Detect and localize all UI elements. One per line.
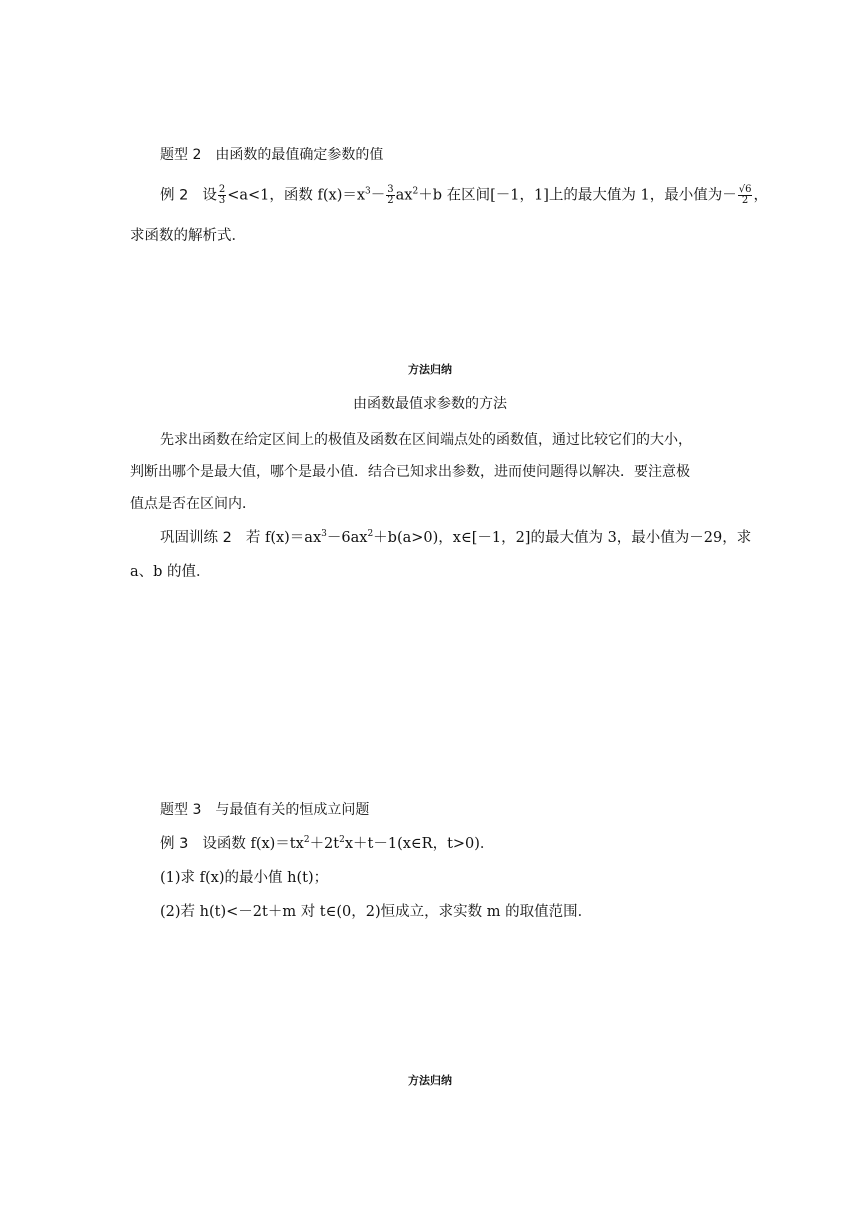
exponent: 2	[303, 835, 310, 845]
example2-text: ax	[395, 187, 413, 204]
exponent: 2	[339, 835, 345, 845]
method-summary-title-2: 方法归纳	[408, 1074, 452, 1087]
fraction: $\frac{3}{2}$	[387, 184, 394, 206]
example3-text: ＋2t	[309, 836, 340, 852]
practice2-text: ＋b(a>0)，x∈[－1，2]的最大值为 3，最小值为－29，求	[373, 530, 752, 546]
practice2-line2: a、b 的值．	[130, 564, 211, 580]
practice2-text: 若 f(x)＝ax	[245, 530, 322, 546]
exponent: 3	[365, 186, 371, 197]
example3-line1	[160, 834, 494, 854]
example2-text: －	[370, 187, 386, 204]
method-body-line1: 先求出函数在给定区间上的极值及函数在区间端点处的函数值，通过比较它们的大小，	[160, 432, 692, 448]
example2-text: 设	[202, 187, 217, 204]
example2-line1	[160, 185, 768, 206]
exponent: 2	[367, 529, 374, 539]
example2-text: ，	[753, 187, 768, 204]
fraction: $\frac{2}{3}$	[218, 184, 226, 206]
fraction: $\frac{√6}{2}$	[738, 184, 752, 206]
exponent: 2	[412, 186, 419, 197]
example3-label: 例 3	[160, 836, 189, 852]
practice2-line1	[160, 528, 751, 548]
example2-text: <a<1，函数 f(x)＝x	[227, 187, 366, 204]
example3-part2: (2)若 h(t)<－2t＋m 对 t∈(0，2)恒成立，求实数 m 的取值范围．	[160, 904, 593, 920]
practice2-text: －6ax	[326, 530, 368, 546]
example2-label: 例 2	[160, 187, 189, 204]
example3-part1: (1)求 f(x)的最小值 h(t)；	[160, 870, 329, 886]
section2-heading-text: 由函数的最值确定参数的值	[215, 147, 384, 163]
method-body-line3: 值点是否在区间内．	[130, 496, 256, 512]
example3-text: 设函数 f(x)＝tx	[202, 836, 304, 852]
section3-heading-label: 题型 3	[160, 802, 202, 818]
example2-text: ＋b 在区间[－1，1]上的最大值为 1，最小值为－	[418, 187, 737, 204]
method-summary-title: 方法归纳	[408, 363, 452, 376]
example2-line2: 求函数的解析式．	[130, 228, 246, 244]
practice2-label: 巩固训练 2	[160, 530, 232, 546]
method-body-line2: 判断出哪个是最大值，哪个是最小值．结合已知求出参数，进而使问题得以解决．要注意极	[130, 464, 690, 480]
section2-heading-label: 题型 2	[160, 147, 202, 163]
section3-heading-text: 与最值有关的恒成立问题	[215, 802, 370, 818]
exponent: 3	[321, 529, 327, 539]
section3-heading	[160, 800, 369, 820]
method-summary-subtitle: 由函数最值求参数的方法	[353, 396, 507, 412]
section2-heading	[160, 145, 383, 165]
example3-text: x＋t－1(x∈R，t>0)．	[344, 836, 495, 852]
